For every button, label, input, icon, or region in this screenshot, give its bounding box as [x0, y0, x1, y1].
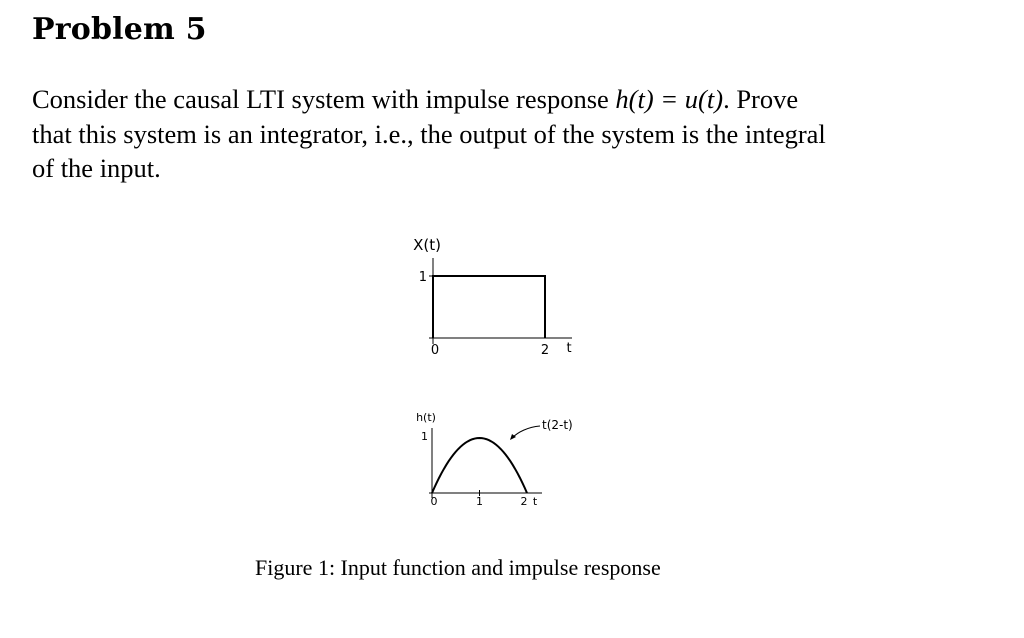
- h-plot-series-line: [432, 438, 527, 493]
- h-plot-annotation-arrow: [512, 426, 540, 438]
- math-expression: h(t) = u(t): [615, 84, 724, 114]
- statement-line-3: of the input.: [32, 153, 161, 183]
- statement-line-2: that this system is an integrator, i.e., the output of the system is the integral: [32, 118, 826, 149]
- x-plot-xtick-label: 0: [430, 343, 440, 358]
- h-plot-xtick-label: 1: [476, 495, 483, 508]
- h-plot-xlabel: t: [532, 495, 538, 508]
- h-plot-xtick-label: 2: [520, 495, 528, 508]
- x-plot-ytick-label: 1: [418, 270, 427, 285]
- h-plot-ytick-label: 1: [421, 430, 428, 443]
- x-plot-ylabel: X(t): [413, 236, 441, 254]
- figure-caption: Figure 1: Input function and impulse response: [255, 555, 661, 580]
- problem-title: Problem 5: [32, 12, 207, 47]
- statement-text: Consider the causal LTI system with impulse response: [32, 84, 616, 114]
- h-plot-ylabel: h(t): [416, 411, 436, 424]
- h-plot-annotation-label: t(2-t): [542, 418, 573, 432]
- statement-text: . Prove: [723, 84, 799, 114]
- h-plot-xtick-label: 0: [430, 495, 438, 508]
- x-plot-xlabel: t: [566, 341, 572, 356]
- x-plot-series-line: [433, 276, 545, 338]
- x-plot-xtick-label: 2: [540, 343, 550, 358]
